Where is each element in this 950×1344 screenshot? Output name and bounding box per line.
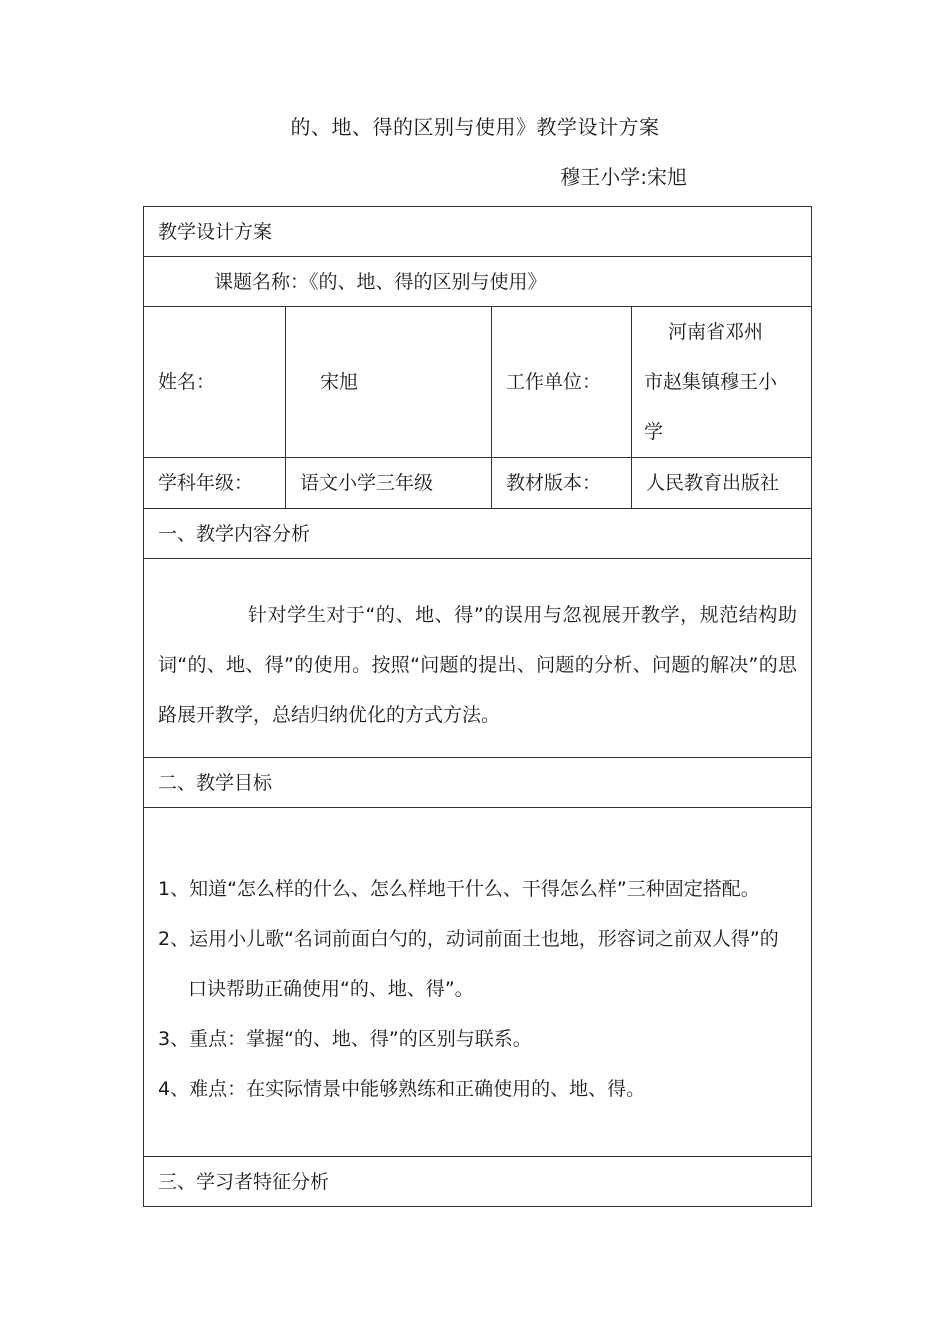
unit-value-line: 河南省邓州: [668, 321, 764, 343]
unit-label: 工作单位：: [492, 307, 632, 458]
teaching-plan-table: [143, 206, 812, 1207]
document-author: 穆王小学:宋旭: [560, 165, 687, 189]
section2-title: 二、教学目标: [144, 758, 812, 808]
list-item: 2、运用小儿歌“名词前面白勺的，动词前面土也地，形容词之前双人得”的口诀帮助正确使用“的、地、得”。: [158, 928, 779, 1000]
subject-label: 学科年级：: [144, 458, 286, 509]
unit-value: [632, 307, 812, 458]
goal-list: [158, 864, 797, 1114]
name-label: 姓名：: [144, 307, 286, 458]
table-row: [144, 307, 812, 458]
edition-value: 人民教育出版社: [632, 458, 812, 509]
section1-paragraph: 针对学生对于“的、地、得”的误用与忽视展开教学，规范结构助词“的、地、得”的使用。按照“问题的提出、问题的分析、问题的解决”的思路展开教学，总结归纳优化的方式方法。: [158, 604, 798, 726]
plan-header-cell: 教学设计方案: [144, 207, 812, 257]
unit-value-line: 学: [644, 421, 664, 443]
topic-cell: [144, 257, 812, 307]
table-row: [144, 458, 812, 509]
table-row: [144, 808, 812, 1157]
list-item: 3、重点：掌握“的、地、得”的区别与联系。: [158, 1028, 532, 1050]
section2-content-cell: [144, 808, 812, 1157]
list-item: 1、知道“怎么样的什么、怎么样地干什么、干得怎么样”三种固定搭配。: [158, 878, 760, 900]
section3-title: 三、学习者特征分析: [144, 1157, 812, 1207]
subject-value: 语文小学三年级: [286, 458, 492, 509]
topic-text: 课题名称：《的、地、得的区别与使用》: [214, 270, 547, 293]
table-row: [144, 509, 812, 559]
section1-title: 一、教学内容分析: [144, 509, 812, 559]
table-row: [144, 207, 812, 257]
list-item: 4、难点：在实际情景中能够熟练和正确使用的、地、得。: [158, 1078, 646, 1100]
document-title: 的、地、得的区别与使用》教学设计方案: [290, 115, 660, 139]
name-value: 宋旭: [286, 307, 492, 458]
table-row: [144, 758, 812, 808]
table-row: [144, 257, 812, 307]
edition-label: 教材版本：: [492, 458, 632, 509]
unit-value-line: 市赵集镇穆王小: [644, 371, 778, 393]
section1-content-cell: [144, 559, 812, 758]
table-row: [144, 1157, 812, 1207]
table-row: [144, 559, 812, 758]
